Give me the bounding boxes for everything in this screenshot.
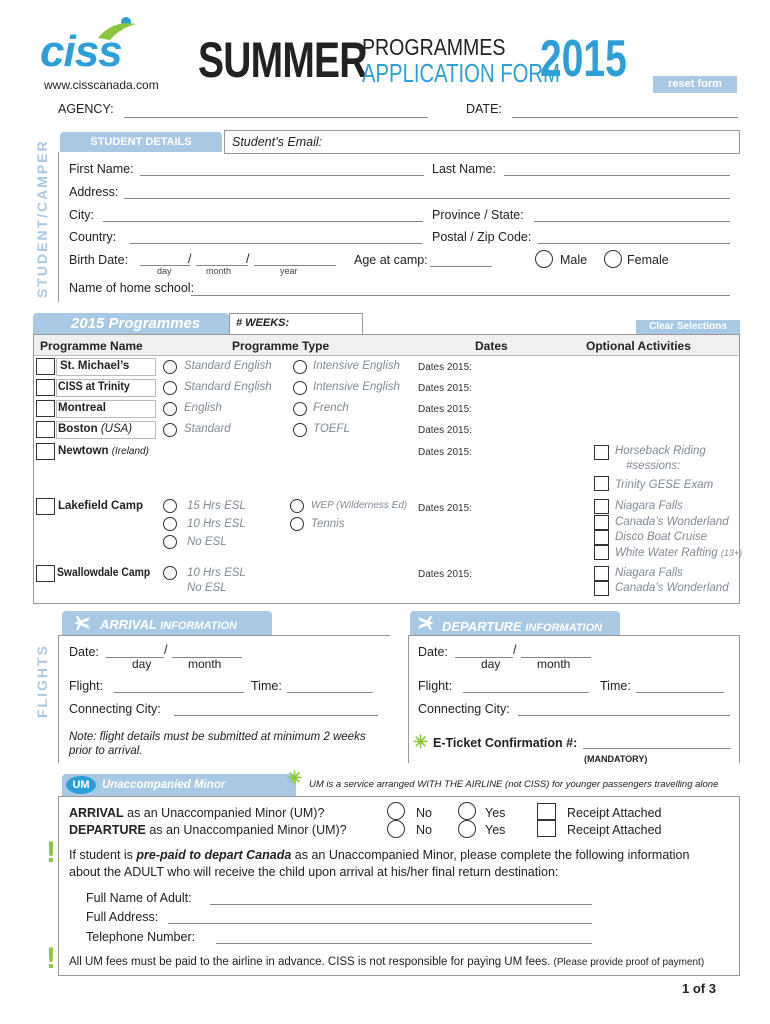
- departure-tab-label: [442, 619, 602, 634]
- newtown-name-text: Newtown: [58, 445, 109, 457]
- montreal-english-label: English: [184, 402, 222, 414]
- lakefield-wonderland-checkbox[interactable]: [594, 515, 609, 530]
- lakefield-checkbox[interactable]: [36, 498, 55, 515]
- arrival-connecting-label: Connecting City:: [69, 702, 161, 716]
- stmichaels-dates: Dates 2015:: [418, 362, 472, 373]
- adult-address-label: Full Address:: [86, 910, 159, 924]
- um-arrival-receipt-label: Receipt Attached: [567, 806, 662, 820]
- um-badge: UM: [66, 776, 96, 794]
- home-school-label: Name of home school:: [69, 281, 195, 295]
- title-application-form: APPLICATION FORM: [362, 58, 560, 88]
- lakefield-rafting-checkbox[interactable]: [594, 545, 609, 560]
- age-label: Age at camp:: [354, 253, 428, 267]
- um-arrival-yes-radio[interactable]: [458, 802, 476, 820]
- boston-dates: Dates 2015:: [418, 425, 472, 436]
- swallowdale-wonderland-checkbox[interactable]: [594, 581, 609, 596]
- adult-telephone-field[interactable]: [216, 943, 592, 944]
- boston-country: (USA): [100, 423, 133, 435]
- date-field[interactable]: [512, 117, 738, 118]
- montreal-dates: Dates 2015:: [418, 404, 472, 415]
- lakefield-niagara-checkbox[interactable]: [594, 499, 609, 514]
- um-departure-receipt-checkbox[interactable]: [537, 820, 556, 837]
- departure-information: INFORMATION: [525, 622, 603, 634]
- newtown-name: [58, 445, 149, 457]
- stmichaels-name: St. Michael’s: [60, 360, 130, 372]
- um-arrival-no-label: No: [416, 806, 432, 820]
- boston-toefl-label: TOEFL: [313, 423, 350, 435]
- boston-name: [58, 423, 132, 435]
- day-hint: day: [157, 266, 172, 276]
- prepaid-bold: pre-paid to depart Canada: [136, 848, 292, 862]
- postal-field[interactable]: [538, 243, 730, 244]
- departure-time-field[interactable]: [636, 692, 724, 693]
- stmichaels-checkbox[interactable]: [36, 358, 55, 375]
- lakefield-wep-radio[interactable]: [290, 499, 304, 513]
- lakefield-wep-label: WEP (Wilderness Ed): [311, 500, 408, 511]
- um-arrival-no-radio[interactable]: [387, 802, 405, 820]
- lakefield-10hrs-radio[interactable]: [163, 517, 177, 531]
- title-programmes: PROGRAMMES: [362, 34, 506, 60]
- departure-time-label: Time:: [600, 679, 631, 693]
- home-school-field[interactable]: [191, 295, 730, 296]
- trinity-checkbox[interactable]: [36, 379, 55, 396]
- boston-checkbox[interactable]: [36, 421, 55, 438]
- province-field[interactable]: [534, 221, 730, 222]
- flights-side-label: FLIGHTS: [34, 644, 50, 718]
- lakefield-niagara-label: Niagara Falls: [615, 500, 683, 512]
- montreal-checkbox[interactable]: [36, 400, 55, 417]
- adult-name-field[interactable]: [210, 904, 592, 905]
- lakefield-tennis-label: Tennis: [311, 518, 345, 530]
- student-email-label: Student’s Email:: [232, 135, 323, 149]
- eticket-field[interactable]: [583, 748, 731, 749]
- um-departure-rest: as an Unaccompanied Minor (UM)?: [145, 823, 347, 837]
- swallowdale-dates: Dates 2015:: [418, 569, 472, 580]
- swallowdale-10hrs-radio[interactable]: [163, 566, 177, 580]
- province-label: Province / State:: [432, 208, 524, 222]
- country-field[interactable]: [130, 243, 422, 244]
- arrival-text: ARRIVAL: [100, 617, 157, 632]
- city-label: City:: [69, 208, 94, 222]
- agency-field[interactable]: [124, 117, 428, 118]
- postal-label: Postal / Zip Code:: [432, 230, 532, 244]
- reset-form-button[interactable]: reset form: [653, 76, 737, 93]
- lakefield-rafting-label: [615, 547, 742, 559]
- arrival-date-label: Date:: [69, 645, 99, 659]
- lakefield-name: Lakefield Camp: [58, 500, 143, 512]
- trinity-name: CISS at Trinity: [58, 381, 130, 393]
- lakefield-noesl-label: No ESL: [187, 536, 227, 548]
- departure-connecting-label: Connecting City:: [418, 702, 510, 716]
- newtown-checkbox[interactable]: [36, 443, 55, 460]
- boston-toefl-radio[interactable]: [293, 423, 307, 437]
- departure-day-hint: day: [481, 657, 501, 671]
- arrival-month-hint: month: [188, 657, 222, 671]
- trinity-gese-checkbox[interactable]: [594, 476, 609, 491]
- country-label: Country:: [69, 230, 117, 244]
- um-departure-yes-label: Yes: [485, 823, 506, 837]
- arrival-time-field[interactable]: [287, 692, 373, 693]
- lakefield-15hrs-label: 15 Hrs ESL: [187, 500, 246, 512]
- student-camper-side-label: STUDENT/CAMPER: [34, 139, 50, 298]
- lakefield-disco-label: Disco Boat Cruise: [615, 531, 708, 543]
- male-radio[interactable]: [535, 250, 553, 268]
- swallowdale-wonderland-label: Canada’s Wonderland: [615, 582, 729, 594]
- montreal-english-radio[interactable]: [163, 402, 177, 416]
- warning-exclaim-icon: !: [46, 836, 56, 869]
- clear-selections-button[interactable]: Clear Selections: [636, 320, 740, 334]
- arrival-flight-label: Flight:: [69, 679, 104, 693]
- montreal-name: Montreal: [58, 402, 106, 414]
- swallowdale-niagara-checkbox[interactable]: [594, 566, 609, 581]
- first-name-label: First Name:: [69, 162, 134, 176]
- um-departure-no-label: No: [416, 823, 432, 837]
- newtown-dates: Dates 2015:: [418, 447, 472, 458]
- horseback-label: Horseback Riding: [615, 445, 706, 457]
- lakefield-10hrs-label: 10 Hrs ESL: [187, 518, 246, 530]
- adult-address-field[interactable]: [168, 923, 592, 924]
- horseback-sessions-label: #sessions:: [626, 460, 681, 472]
- address-field[interactable]: [124, 198, 730, 199]
- departure-month-hint: month: [537, 657, 571, 671]
- rafting-age: (13+): [720, 548, 743, 558]
- swallowdale-10hrs-label: 10 Hrs ESL: [187, 567, 246, 579]
- city-field[interactable]: [103, 221, 423, 222]
- um-arrival-yes-label: Yes: [485, 806, 506, 820]
- trinity-standard-label: Standard English: [184, 381, 272, 393]
- col-dates: Dates: [475, 339, 508, 353]
- male-label: Male: [560, 253, 588, 267]
- arrival-time-label: Time:: [251, 679, 282, 693]
- prepaid-text2: as an Unaccompanied Minor, please complete the following information: [291, 848, 690, 862]
- adult-name-label: Full Name of Adult:: [86, 891, 192, 905]
- col-programme-type: Programme Type: [232, 339, 330, 353]
- boston-standard-label: Standard: [184, 423, 231, 435]
- arrival-note: Note: flight details must be submitted at minimum 2 weeks prior to arrival.: [69, 731, 366, 757]
- programmes-tab: 2015 Programmes: [33, 313, 229, 335]
- um-service-note: UM is a service arranged WITH THE AIRLINE (not CISS) for younger passengers travelling alone: [309, 779, 719, 790]
- last-name-field[interactable]: [504, 175, 730, 176]
- month-hint: month: [206, 266, 232, 276]
- um-departure-question: [69, 823, 347, 837]
- lakefield-disco-checkbox[interactable]: [594, 530, 609, 545]
- swallowdale-niagara-label: Niagara Falls: [615, 567, 683, 579]
- arrival-flight-field[interactable]: [114, 692, 244, 693]
- um-departure-yes-radio[interactable]: [458, 820, 476, 838]
- swallowdale-name: Swallowdale Camp: [57, 567, 151, 579]
- eticket-label: E-Ticket Confirmation #:: [433, 736, 578, 750]
- um-prepaid-line1: [69, 848, 689, 862]
- student-details-tab: STUDENT DETAILS: [60, 132, 222, 152]
- eticket-mandatory: (MANDATORY): [584, 754, 648, 764]
- um-arrival-rest: as an Unaccompanied Minor (UM)?: [123, 806, 325, 820]
- lakefield-15hrs-radio[interactable]: [163, 499, 177, 513]
- birth-date-label: Birth Date:: [69, 253, 129, 267]
- newtown-country: (Ireland): [111, 446, 149, 457]
- weeks-label: # WEEKS:: [236, 317, 290, 329]
- stmichaels-standard-label: Standard English: [184, 360, 272, 372]
- agency-label: AGENCY:: [58, 102, 114, 116]
- lakefield-wonderland-label: Canada’s Wonderland: [615, 516, 729, 528]
- arrival-information: INFORMATION: [160, 620, 237, 632]
- departure-date-label: Date:: [418, 645, 448, 659]
- adult-telephone-label: Telephone Number:: [86, 930, 196, 944]
- swallowdale-noesl-label: No ESL: [187, 582, 227, 594]
- stmichaels-standard-radio[interactable]: [163, 360, 177, 374]
- fees-exclaim-icon: !: [46, 942, 56, 975]
- trinity-standard-radio[interactable]: [163, 381, 177, 395]
- rafting-text: White Water Rafting: [615, 547, 718, 559]
- year-hint: year: [280, 266, 298, 276]
- um-departure-bold: DEPARTURE: [69, 823, 146, 837]
- trinity-dates: Dates 2015:: [418, 383, 472, 394]
- um-fees-note: [69, 956, 704, 968]
- arrival-connecting-field[interactable]: [174, 715, 378, 716]
- um-tab-label: Unaccompanied Minor: [102, 779, 226, 791]
- departure-flight-label: Flight:: [418, 679, 453, 693]
- departure-connecting-field[interactable]: [518, 715, 730, 716]
- um-departure-receipt-label: Receipt Attached: [567, 823, 662, 837]
- montreal-french-label: French: [313, 402, 349, 414]
- last-name-label: Last Name:: [432, 162, 496, 176]
- logo-text: ciss: [40, 27, 122, 76]
- arrival-tab-label: [100, 617, 237, 632]
- arrival-day-hint: day: [132, 657, 152, 671]
- page-number: 1 of 3: [682, 981, 716, 996]
- departure-text: DEPARTURE: [442, 619, 522, 634]
- address-label: Address:: [69, 185, 119, 199]
- montreal-french-radio[interactable]: [293, 402, 307, 416]
- swallowdale-checkbox[interactable]: [36, 565, 55, 582]
- um-star-icon: ✳: [287, 768, 303, 788]
- trinity-intensive-label: Intensive English: [313, 381, 400, 393]
- date-label: DATE:: [466, 102, 502, 116]
- um-arrival-receipt-checkbox[interactable]: [537, 803, 556, 820]
- um-prepaid-line2: about the ADULT who will receive the child upon arrival at his/her final return destination:: [69, 865, 559, 879]
- um-departure-no-radio[interactable]: [387, 820, 405, 838]
- slash: /: [188, 252, 192, 266]
- horseback-checkbox[interactable]: [594, 445, 609, 460]
- um-arrival-question: [69, 806, 324, 820]
- departure-slash: /: [513, 643, 517, 657]
- col-optional-activities: Optional Activities: [586, 339, 691, 353]
- stmichaels-intensive-label: Intensive English: [313, 360, 400, 372]
- fees-text: All UM fees must be paid to the airline in advance. CISS is not responsible for paying UM fees.: [69, 956, 551, 968]
- col-programme-name: Programme Name: [40, 339, 143, 353]
- slash: /: [246, 252, 250, 266]
- boston-standard-radio[interactable]: [163, 423, 177, 437]
- female-label: Female: [627, 253, 669, 267]
- lakefield-dates: Dates 2015:: [418, 503, 472, 514]
- boston-name-text: Boston: [58, 423, 98, 435]
- prepaid-text1: If student is: [69, 848, 137, 862]
- age-field[interactable]: [430, 266, 492, 267]
- lakefield-noesl-radio[interactable]: [163, 535, 177, 549]
- proof-text: (Please provide proof of payment): [553, 957, 705, 968]
- website-link[interactable]: www.cisscanada.com: [44, 78, 159, 92]
- arrival-slash: /: [164, 643, 168, 657]
- trinity-gese-label: Trinity GESE Exam: [615, 479, 714, 491]
- um-arrival-bold: ARRIVAL: [69, 806, 124, 820]
- female-radio[interactable]: [604, 250, 622, 268]
- eticket-star-icon: ✳: [413, 732, 429, 752]
- title-summer: SUMMER: [198, 32, 367, 88]
- stmichaels-intensive-radio[interactable]: [293, 360, 307, 374]
- trinity-intensive-radio[interactable]: [293, 381, 307, 395]
- first-name-field[interactable]: [140, 175, 424, 176]
- departure-flight-field[interactable]: [463, 692, 589, 693]
- lakefield-tennis-radio[interactable]: [290, 517, 304, 531]
- title-year: 2015: [540, 30, 627, 88]
